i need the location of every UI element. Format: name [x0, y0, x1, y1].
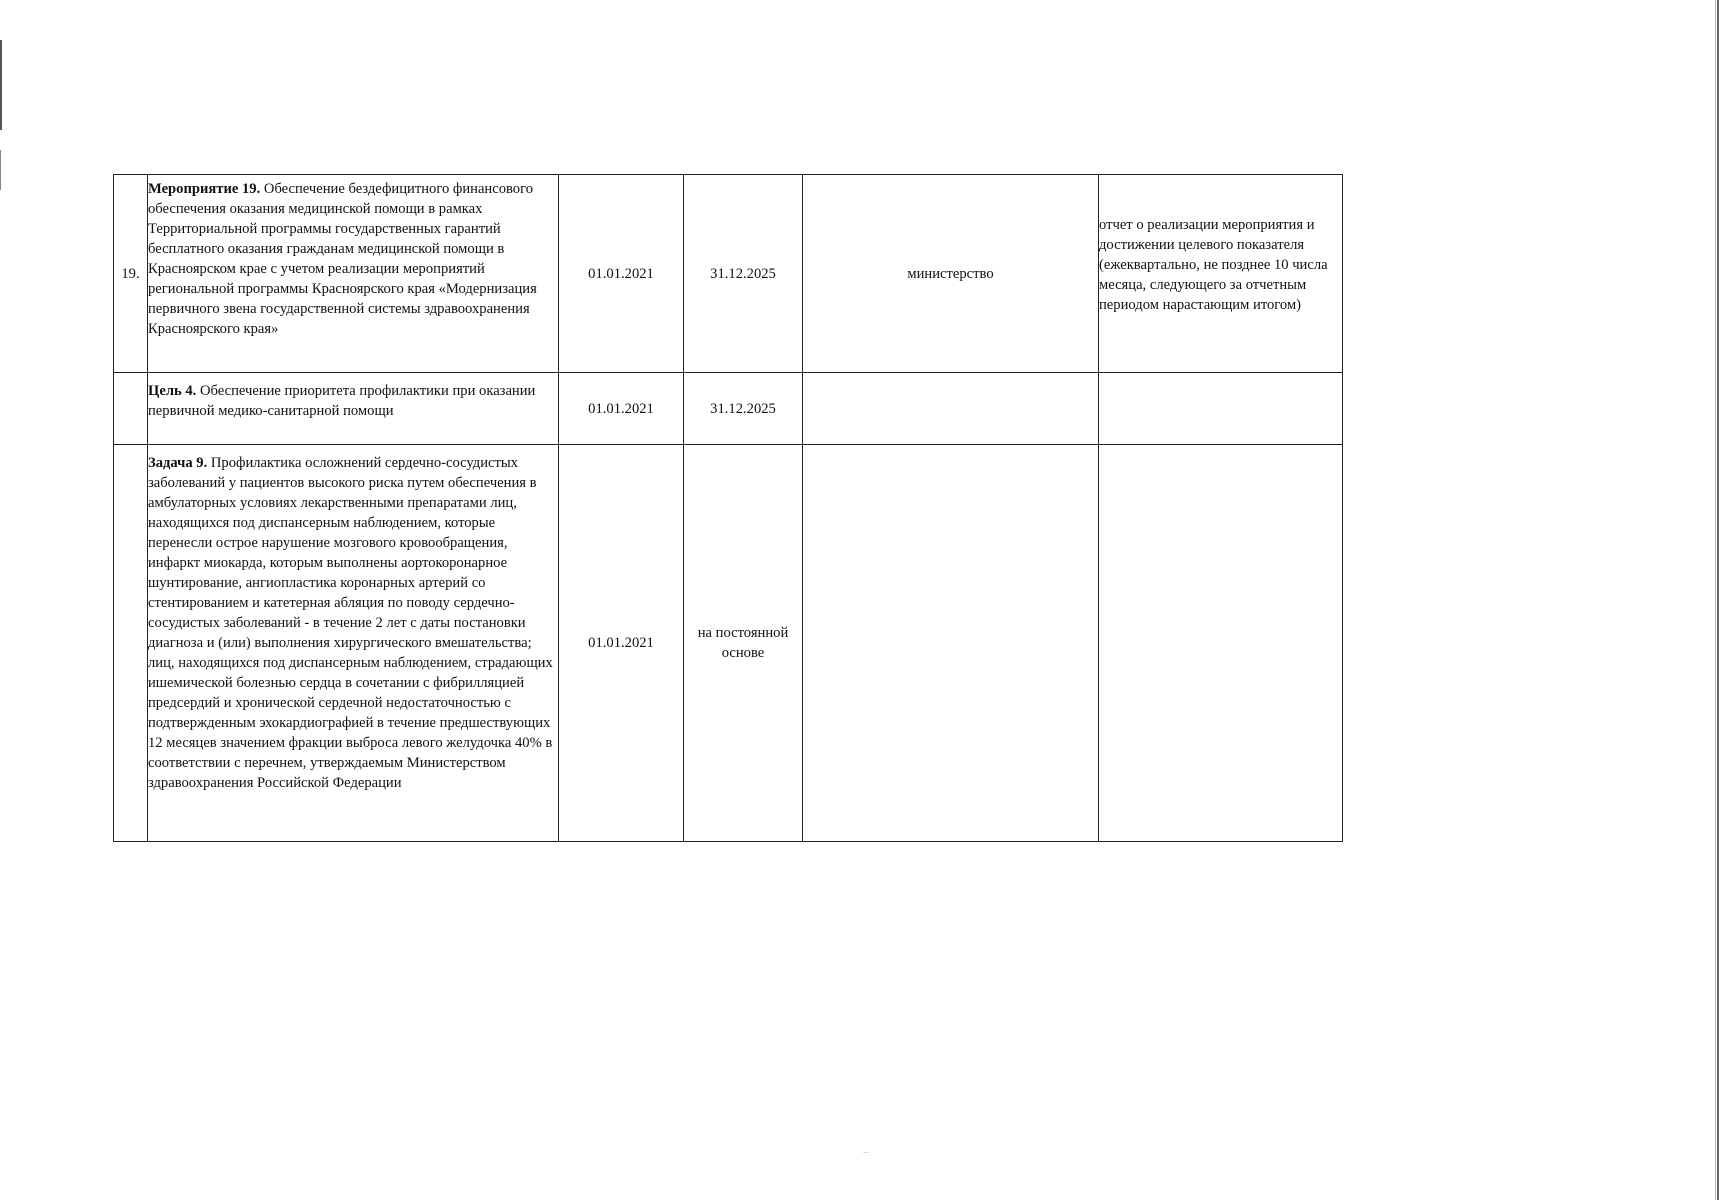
end-date: на постоянной основе — [684, 445, 803, 842]
activity-text: Обеспечение бездефицитного финансового обеспечения оказания медицинской помощи в рамках Территориальной программы государственных гарантий бесплатного оказания гражданам медицинской помощи в Красноярском крае с учетом реализации мероприятий региональной программы Красноярского края «Модернизация первичного звена государственной системы здравоохранения Красноярского края» — [148, 181, 537, 337]
task-heading: Задача 9. — [148, 455, 208, 471]
row-number — [114, 445, 148, 842]
scan-edge — [0, 150, 1, 190]
task-text: Профилактика осложнений сердечно-сосудистых заболеваний у пациентов высокого риска путем обеспечения в амбулаторных условиях лекарственными препаратами лиц, находящихся под диспансерным наблюдением, которые перенесли острое нарушение мозгового кровообращения, инфаркт миокарда, которым выполнены аортокоронарное шунтирование, ангиопластика коронарных артерий со стентированием и катетерная абляция по поводу сердечно-сосудистых заболеваний - в течение 2 лет с даты постановки диагноза и (или) выполнения хирургического вмешательства; лиц, находящихся под диспансерным наблюдением, страдающих ишемической болезнью сердца в сочетании с фибрилляцией предсердий и хронической сердечной недостаточностью с подтвержденным эхокардиографией в течение предшествующих 12 месяцев значением фракции выброса левого желудочка 40% в соответствии с перечнем, утверждаемым Министерством здравоохранения Российской Федерации — [148, 455, 553, 791]
table-row-activity-19 — [114, 175, 1343, 373]
start-date: 01.01.2021 — [559, 175, 684, 373]
expected-result: отчет о реализации мероприятия и достижении целевого показателя (ежеквартально, не позднее 10 числа месяца, следующего за отчетным периодом нарастающим итогом) — [1099, 175, 1343, 373]
goal-heading: Цель 4. — [148, 383, 197, 399]
activity-description — [148, 175, 559, 373]
scan-edge — [0, 40, 2, 130]
activities-table — [113, 174, 1343, 842]
expected-result — [1099, 445, 1343, 842]
row-number: 19. — [114, 175, 148, 373]
scan-speck — [863, 1152, 869, 1153]
table-row-task-9 — [114, 445, 1343, 842]
goal-description — [148, 373, 559, 445]
responsible: министерство — [803, 175, 1099, 373]
row-number — [114, 373, 148, 445]
end-date: 31.12.2025 — [684, 373, 803, 445]
start-date: 01.01.2021 — [559, 445, 684, 842]
start-date: 01.01.2021 — [559, 373, 684, 445]
task-description — [148, 445, 559, 842]
end-date: 31.12.2025 — [684, 175, 803, 373]
responsible — [803, 445, 1099, 842]
goal-text: Обеспечение приоритета профилактики при оказании первичной медико-санитарной помощи — [148, 383, 536, 419]
expected-result — [1099, 373, 1343, 445]
responsible — [803, 373, 1099, 445]
table-row-goal-4 — [114, 373, 1343, 445]
activity-heading: Мероприятие 19. — [148, 181, 261, 197]
scan-edge — [1715, 0, 1716, 1200]
